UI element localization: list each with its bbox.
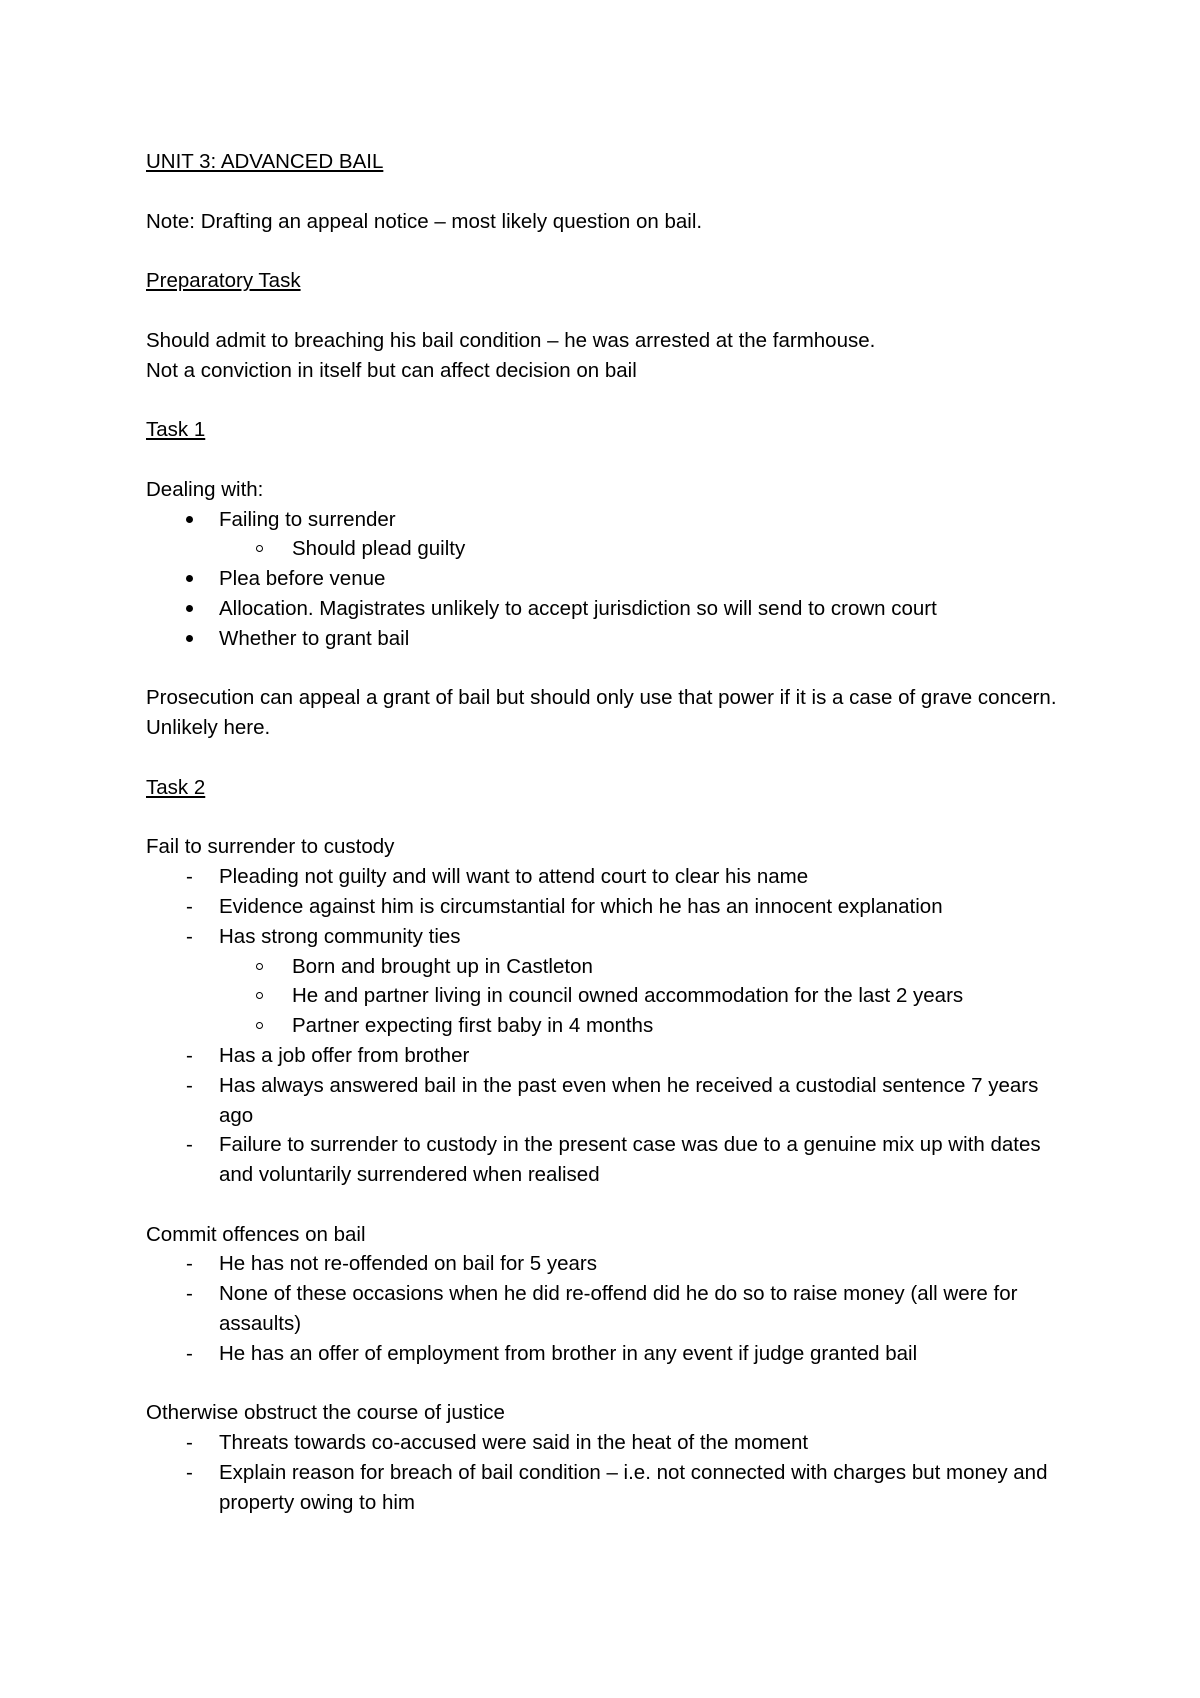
task1-intro: Dealing with: [146, 477, 264, 501]
list-item: He has not re-offended on bail for 5 years [219, 1252, 597, 1276]
document-title: UNIT 3: ADVANCED BAIL [146, 150, 384, 173]
spacer [146, 445, 1100, 475]
task1-heading: Task 1 [146, 418, 206, 442]
list-item: Partner expecting first baby in 4 months [292, 1014, 654, 1038]
list-item: Has strong community ties [219, 924, 461, 948]
spacer [146, 1190, 1100, 1220]
spacer [146, 385, 1100, 415]
note-line: Note: Drafting an appeal notice – most likely question on bail. [146, 209, 703, 233]
preparatory-line: Not a conviction in itself but can affect decision on bail [146, 358, 637, 382]
spacer [146, 654, 1100, 684]
section2-list [146, 1249, 1100, 1368]
list-item: Evidence against him is circumstantial for which he has an innocent explanation [219, 894, 943, 918]
task2-heading: Task 2 [146, 775, 206, 799]
section3-list [146, 1428, 1100, 1517]
list-item: Failing to surrender [219, 507, 396, 531]
list-item: Threats towards co-accused were said in the heat of the moment [219, 1431, 809, 1455]
list-item: Has a job offer from brother [219, 1043, 470, 1067]
list-item: He and partner living in council owned accommodation for the last 2 years [292, 984, 964, 1008]
list-item: Plea before venue [219, 567, 386, 591]
list-item: Whether to grant bail [219, 626, 410, 650]
section-title: Otherwise obstruct the course of justice [146, 1401, 505, 1425]
section1-list [146, 862, 1100, 1190]
section-title: Commit offences on bail [146, 1222, 366, 1246]
spacer [146, 296, 1100, 326]
section-title: Fail to surrender to custody [146, 835, 395, 859]
list-item: Pleading not guilty and will want to attend court to clear his name [219, 865, 809, 889]
list-item: Should plead guilty [292, 537, 466, 561]
list-item: Explain reason for breach of bail condition – i.e. not connected with charges but money and property owing to him [219, 1461, 1048, 1514]
list-item: Born and brought up in Castleton [292, 954, 593, 978]
list-item: Allocation. Magistrates unlikely to accept jurisdiction so will send to crown court [219, 596, 937, 620]
task1-list [146, 505, 1100, 654]
spacer [146, 803, 1100, 833]
spacer [146, 743, 1100, 773]
preparatory-line: Should admit to breaching his bail condition – he was arrested at the farmhouse. [146, 328, 876, 352]
preparatory-heading: Preparatory Task [146, 269, 301, 293]
spacer [146, 236, 1100, 266]
list-item: None of these occasions when he did re-offend did he do so to raise money (all were for assaults) [219, 1282, 1018, 1336]
list-item: Failure to surrender to custody in the present case was due to a genuine mix up with dates and voluntarily surrendered when realised [219, 1133, 1041, 1187]
spacer [146, 1369, 1100, 1399]
list-item: Has always answered bail in the past even when he received a custodial sentence 7 years ago [219, 1073, 1039, 1127]
task1-paragraph: Prosecution can appeal a grant of bail but should only use that power if it is a case of grave concern. Unlikely here. [146, 686, 1057, 740]
list-item: He has an offer of employment from brother in any event if judge granted bail [219, 1341, 918, 1365]
spacer [146, 177, 1100, 207]
